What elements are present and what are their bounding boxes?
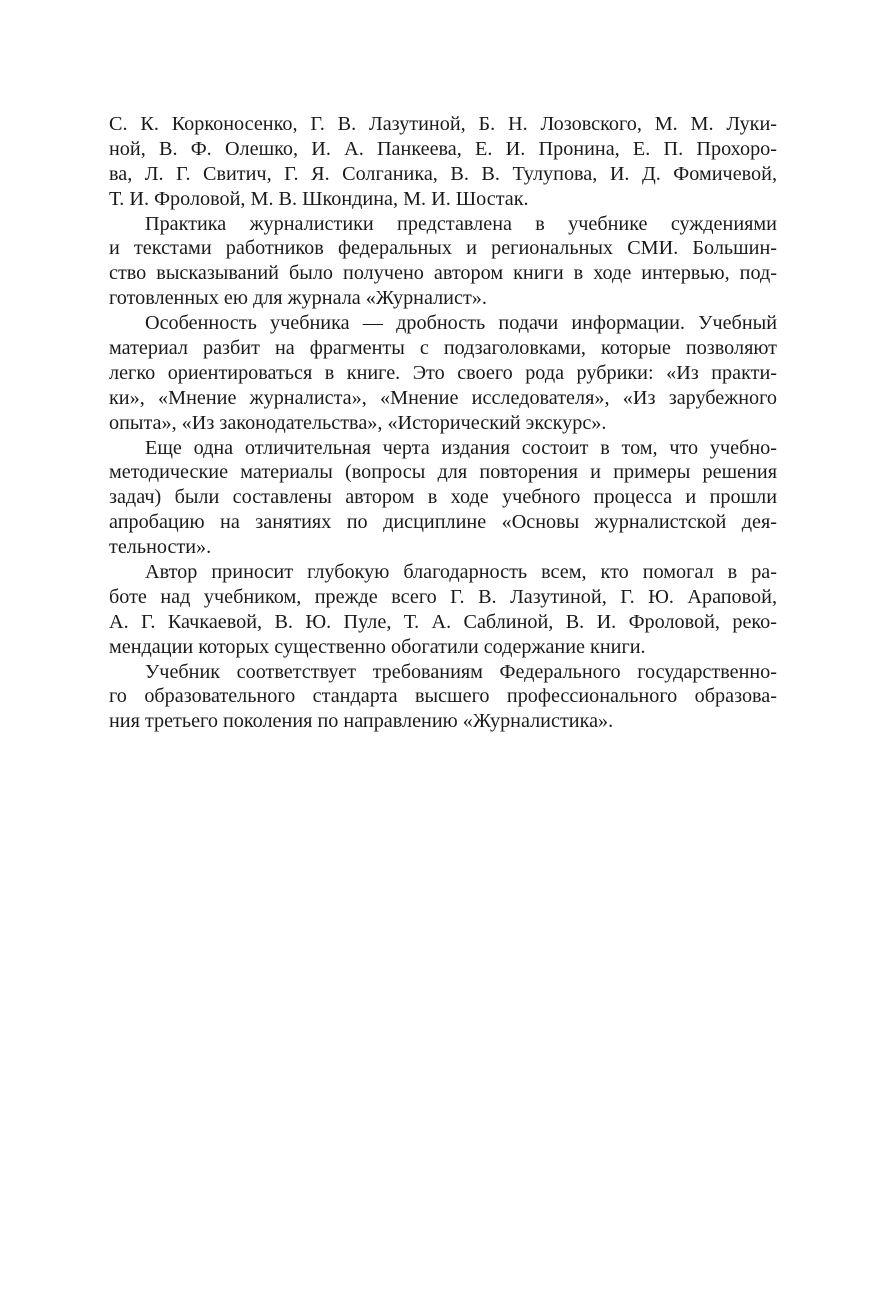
- paragraph-standard-compliance: [109, 660, 777, 735]
- paragraph-gratitude: [109, 560, 777, 660]
- text-line: тельности».: [109, 536, 212, 559]
- text-line: С. К. Корконосенко, Г. В. Лазутиной, Б. Н. Лозовского, М. М. Луки-: [109, 113, 777, 135]
- text-line: Особенность учебника — дробность подачи информации. Учебный: [145, 312, 777, 335]
- page-body: [109, 112, 777, 734]
- text-line: А. Г. Качкаевой, В. Ю. Пуле, Т. А. Саблиной, В. И. Фроловой, реко-: [109, 610, 777, 633]
- text-line: Т. И. Фроловой, М. В. Шкондина, М. И. Шостак.: [109, 187, 529, 210]
- text-line: легко ориентироваться в книге. Это своего рода рубрики: «Из практи-: [109, 361, 777, 384]
- text-line: и текстами работников федеральных и региональных СМИ. Большин-: [109, 237, 777, 260]
- paragraph-journalism-practice: [109, 212, 777, 312]
- text-line: боте над учебником, прежде всего Г. В. Лазутиной, Г. Ю. Араповой,: [109, 585, 777, 608]
- text-line: методические материалы (вопросы для повторения и примеры решения: [109, 461, 777, 484]
- text-line: ния третьего поколения по направлению «Журналистика».: [109, 710, 614, 733]
- text-line: Автор приносит глубокую благодарность всем, кто помогал в ра-: [145, 561, 777, 584]
- text-line: го образовательного стандарта высшего профессионального образова-: [109, 685, 777, 708]
- text-line: ва, Л. Г. Свитич, Г. Я. Солганика, В. В. Тулупова, И. Д. Фомичевой,: [109, 162, 777, 185]
- paragraph-methodical-materials: [109, 436, 777, 560]
- text-line: задач) были составлены автором в ходе учебного процесса и прошли: [109, 486, 777, 509]
- text-line: ство высказываний было получено автором книги в ходе интервью, под-: [109, 262, 777, 285]
- text-line: апробацию на занятиях по дисциплине «Основы журналистской дея-: [109, 511, 777, 534]
- text-line: готовленных ею для журнала «Журналист».: [109, 287, 487, 310]
- text-line: Практика журналистики представлена в учебнике суждениями: [145, 212, 777, 235]
- text-line: материал разбит на фрагменты с подзаголовками, которые позволяют: [109, 337, 777, 360]
- text-line: Еще одна отличительная черта издания состоит в том, что учебно-: [145, 436, 777, 459]
- paragraph-textbook-features: [109, 311, 777, 435]
- text-line: Учебник соответствует требованиям Федерального государственно-: [145, 660, 777, 683]
- text-line: ной, В. Ф. Олешко, И. А. Панкеева, Е. И. Пронина, Е. П. Прохоро-: [109, 137, 777, 160]
- paragraph-acknowledged-authors: [109, 112, 777, 212]
- text-line: мендации которых существенно обогатили содержание книги.: [109, 635, 646, 658]
- text-line: опыта», «Из законодательства», «Исторический экскурс».: [109, 411, 607, 434]
- text-line: ки», «Мнение журналиста», «Мнение исследователя», «Из зарубежного: [109, 386, 777, 409]
